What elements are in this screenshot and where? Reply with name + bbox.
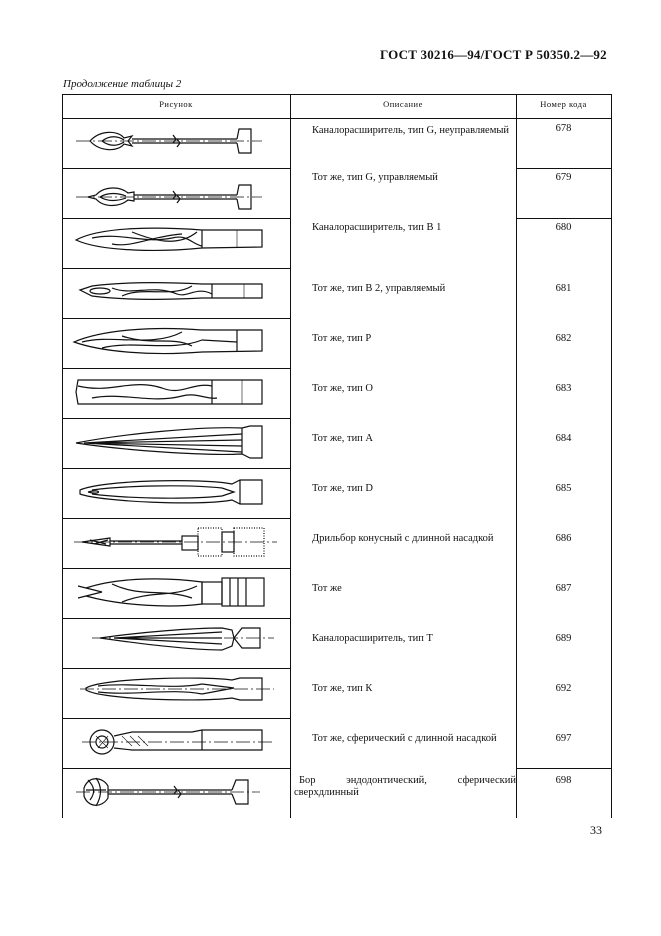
- row-description: Тот же, тип G, управляемый: [312, 172, 438, 183]
- drillbor-same-drawing: [62, 568, 290, 618]
- row-separator: [516, 168, 611, 169]
- row-code: 678: [555, 123, 572, 134]
- row-description: Тот же, тип D: [312, 483, 374, 494]
- row-code: 686: [555, 533, 572, 544]
- reamer-p-drawing: [62, 318, 290, 368]
- reamer-t-drawing: [62, 618, 290, 668]
- reamer-spherical-drawing: [62, 718, 290, 768]
- table-caption: Продолжение таблицы 2: [63, 78, 182, 90]
- drillbor-conical-drawing: [62, 518, 290, 568]
- row-description: Дрильбор конусный с длинной насадкой: [312, 533, 494, 544]
- row-description: Тот же, тип О: [312, 383, 374, 394]
- row-code: 698: [555, 775, 572, 786]
- row-description: Тот же, тип К: [312, 683, 373, 694]
- page-number: 33: [590, 823, 602, 837]
- row-description: Тот же, тип Р: [312, 333, 372, 344]
- row-code: 684: [555, 433, 572, 444]
- row-description: Каналорасширитель, тип G, неуправляемый: [312, 125, 510, 136]
- column-header-description: Описание: [383, 99, 423, 109]
- reamer-o-drawing: [62, 368, 290, 418]
- row-description: Бор эндодонтический, сферический сверхдлинный: [294, 775, 516, 798]
- table-border: [611, 94, 612, 818]
- standard-header: ГОСТ 30216—94/ГОСТ Р 50350.2—92: [380, 47, 607, 62]
- row-code: 697: [555, 733, 572, 744]
- row-code: 680: [555, 222, 572, 233]
- row-code: 692: [555, 683, 572, 694]
- row-code: 681: [555, 283, 572, 294]
- reamer-a-drawing: [62, 418, 290, 468]
- table-border: [290, 94, 291, 818]
- reamer-g-drawing: [62, 118, 290, 168]
- column-header-picture: Рисунок: [159, 99, 193, 109]
- instrument-table: [62, 94, 611, 818]
- row-description: Каналорасширитель, тип В 1: [312, 222, 442, 233]
- reamer-b2-drawing: [62, 268, 290, 318]
- endodontic-bur-drawing: [62, 768, 290, 818]
- row-description: Тот же: [312, 583, 342, 594]
- row-code: 687: [555, 583, 572, 594]
- reamer-b1-drawing: [62, 218, 290, 268]
- reamer-d-drawing: [62, 468, 290, 518]
- row-separator: [516, 768, 611, 769]
- row-separator: [516, 218, 611, 219]
- row-description: Каналорасширитель, тип Т: [312, 633, 433, 644]
- row-code: 682: [555, 333, 572, 344]
- row-code: 689: [555, 633, 572, 644]
- table-rule: [62, 94, 611, 95]
- row-code: 683: [555, 383, 572, 394]
- row-code: 679: [555, 172, 572, 183]
- row-description: Тот же, сферический с длинной насадкой: [312, 733, 497, 744]
- table-border: [516, 94, 517, 818]
- reamer-g-guided-drawing: [62, 168, 290, 218]
- reamer-k-drawing: [62, 668, 290, 718]
- column-header-code: Номер кода: [540, 99, 587, 109]
- row-description: Тот же, тип А: [312, 433, 374, 444]
- row-description: Тот же, тип В 2, управляемый: [312, 283, 446, 294]
- row-code: 685: [555, 483, 572, 494]
